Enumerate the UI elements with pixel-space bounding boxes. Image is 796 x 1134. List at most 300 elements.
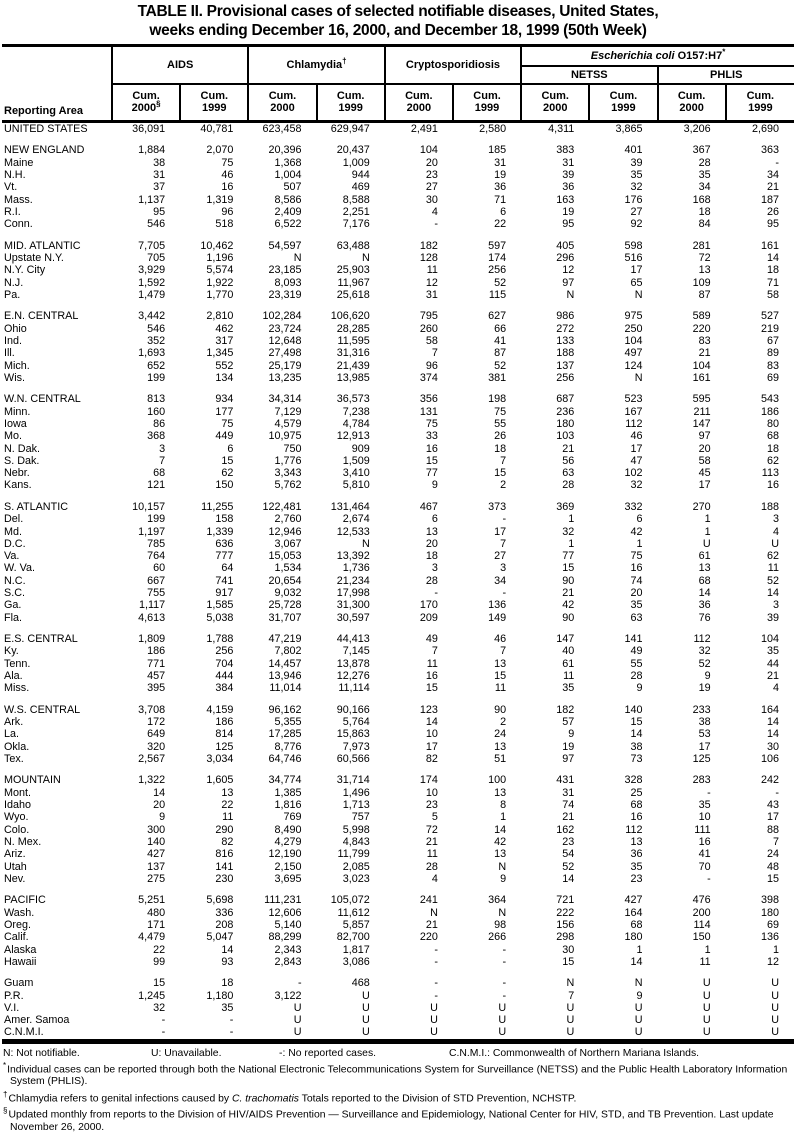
cell-value: -	[434, 955, 438, 968]
cell-value: 31	[494, 156, 507, 169]
cell-value: 182	[556, 703, 575, 716]
cell-value: 10,157	[132, 500, 166, 513]
cell-value: 2,150	[274, 860, 302, 873]
cell-value: 757	[351, 811, 370, 824]
cell-value: -	[502, 587, 507, 600]
cell-value: 90	[494, 703, 507, 716]
cell-value: 1,496	[342, 786, 370, 799]
cell-value: 54	[562, 848, 575, 861]
cell-value: N	[361, 537, 370, 550]
cell-value: 13	[494, 848, 507, 861]
cell-value: 373	[488, 500, 507, 513]
cell-value: 17,285	[268, 728, 302, 741]
cell-value: 68	[766, 430, 779, 443]
cell-value: -	[161, 1014, 166, 1027]
cell-value: 45	[698, 467, 711, 480]
cell-value: N	[293, 252, 302, 265]
table-row	[2, 704, 794, 716]
cell-value: 44,413	[336, 633, 370, 646]
cell-value: 401	[624, 144, 643, 157]
cell-value: 7	[500, 645, 507, 658]
cell-value: 161	[692, 371, 711, 384]
cell-value: 368	[147, 430, 166, 443]
cell-value: 275	[147, 872, 166, 885]
cell-value: 19	[698, 682, 711, 695]
cell-value: 5,764	[342, 716, 370, 729]
cell-value: 23,185	[268, 264, 302, 277]
cell-value: 6	[500, 205, 507, 218]
row-label: NEW ENGLAND	[4, 144, 85, 157]
cell-value: 77	[562, 550, 575, 563]
table-row	[2, 587, 794, 599]
cell-value: 95	[562, 218, 575, 231]
cell-value: 4	[772, 682, 779, 695]
cell-value: 7	[500, 454, 507, 467]
cell-value: 16	[221, 181, 234, 194]
cell-value: 25,728	[268, 599, 302, 612]
cell-value: 427	[624, 894, 643, 907]
table-row	[2, 919, 794, 931]
cell-value: 755	[147, 587, 166, 600]
cell-value: 2,567	[138, 752, 166, 765]
title-line2: weeks ending December 16, 2000, and December 18, 1999 (50th Week)	[149, 21, 647, 39]
cell-value: 14	[494, 823, 507, 836]
cell-value: 431	[556, 774, 575, 787]
cell-value: 11	[767, 562, 779, 575]
cell-value: 27	[494, 550, 507, 563]
table-row	[2, 323, 794, 335]
cell-value: U	[361, 1026, 370, 1039]
cell-value: 75	[221, 156, 234, 169]
cell-value: 3,206	[683, 123, 711, 135]
cell-value: 75	[425, 417, 438, 430]
cell-value: 1,809	[138, 633, 166, 646]
cell-value: 17	[766, 811, 779, 824]
row-label: Oreg.	[4, 918, 32, 931]
cell-value: 16	[425, 670, 438, 682]
title-line1: TABLE II. Provisional cases of selected notifiable diseases, United States,	[137, 3, 659, 20]
cell-value: 10	[698, 811, 711, 824]
cell-value: 182	[419, 239, 438, 252]
cell-value: 133	[556, 335, 575, 348]
cell-value: 68	[698, 574, 711, 587]
cell-value: 180	[556, 417, 575, 430]
cell-value: 9	[159, 811, 166, 824]
cell-value: 74	[562, 799, 575, 812]
column-group-cryptosporidiosis	[385, 46, 521, 85]
cell-value: 82,700	[336, 931, 370, 944]
cell-value: 164	[760, 703, 779, 716]
cell-value: 67	[766, 335, 779, 348]
cell-value: 38	[630, 740, 643, 753]
cell-value: 3,086	[342, 955, 370, 968]
row-label: Miss.	[4, 682, 30, 695]
cell-value: 543	[760, 393, 779, 406]
cell-value: 3	[431, 562, 438, 575]
column-group-aids	[112, 46, 248, 85]
cell-value: 944	[351, 169, 370, 182]
cell-value: 185	[488, 144, 507, 157]
cell-value: 1,592	[138, 276, 166, 289]
cell-value: 48	[766, 860, 779, 873]
cell-value: -	[434, 943, 438, 956]
cell-value: 23,724	[268, 322, 302, 335]
table-row	[2, 799, 794, 811]
table-row	[2, 1026, 794, 1041]
column-header-cum-2000: Cum. 2000§	[112, 84, 180, 122]
cell-value: 64	[221, 562, 234, 575]
section-gap	[2, 624, 794, 633]
cell-value: 104	[760, 633, 779, 646]
cell-value: 83	[698, 335, 711, 348]
row-label: Utah	[4, 860, 27, 873]
cell-value: 7,145	[342, 645, 370, 658]
table-row	[2, 848, 794, 860]
cell-value: 171	[147, 918, 166, 931]
cell-value: 7	[568, 989, 575, 1002]
cell-value: 96,162	[268, 703, 302, 716]
cell-value: 174	[488, 252, 507, 265]
cell-value: 795	[419, 310, 438, 323]
table-row	[2, 393, 794, 405]
cell-value: 15	[425, 454, 438, 467]
column-header-cum-2000: Cum. 2000	[385, 84, 453, 122]
cell-value: 11	[426, 848, 438, 861]
cell-value: 19	[494, 169, 507, 182]
row-label: UNITED STATES	[4, 123, 88, 135]
table-row	[2, 873, 794, 885]
cell-value: 150	[692, 931, 711, 944]
cell-value: 140	[147, 835, 166, 848]
cell-value: 90	[562, 574, 575, 587]
cell-value: 72	[698, 252, 711, 265]
cell-value: 131,464	[330, 500, 370, 513]
cell-value: 627	[488, 310, 507, 323]
table-row	[2, 990, 794, 1002]
table-row	[2, 406, 794, 418]
cell-value: 21	[425, 835, 438, 848]
cell-value: 233	[692, 703, 711, 716]
cell-value: 123	[419, 703, 438, 716]
cell-value: 219	[760, 322, 779, 335]
cell-value: 40,781	[200, 123, 234, 135]
cell-value: 598	[624, 239, 643, 252]
cell-value: 35	[698, 799, 711, 812]
table-row	[2, 550, 794, 562]
row-label: Amer. Samoa	[4, 1014, 70, 1027]
cell-value: 283	[692, 774, 711, 787]
cell-value: 32	[630, 479, 643, 492]
cell-value: 39	[562, 169, 575, 182]
table-row	[2, 1002, 794, 1014]
cell-value: 2,251	[342, 205, 370, 218]
cell-value: 58	[425, 335, 438, 348]
cell-value: 15,053	[268, 550, 302, 563]
cell-value: 3,442	[138, 310, 166, 323]
cell-value: 69	[766, 371, 779, 384]
cell-value: 11,014	[269, 682, 302, 695]
cell-value: 16	[766, 479, 779, 492]
cell-value: 163	[556, 193, 575, 206]
cell-value: 106	[760, 752, 779, 765]
cell-value: 272	[556, 322, 575, 335]
cell-value: 20	[153, 799, 166, 812]
cell-value: 88	[766, 823, 779, 836]
cell-value: 17,998	[336, 587, 370, 600]
cell-value: 975	[624, 310, 643, 323]
cell-value: 63	[562, 467, 575, 480]
table-row	[2, 977, 794, 989]
cell-value: 104	[624, 335, 643, 348]
cell-value: 31,316	[336, 347, 370, 360]
cell-value: 395	[147, 682, 166, 695]
section-gap	[2, 492, 794, 501]
cell-value: 11,255	[201, 500, 234, 513]
cell-value: 71	[766, 276, 779, 289]
cell-value: 49	[425, 633, 438, 646]
cell-value: 27	[630, 205, 643, 218]
cell-value: -	[775, 156, 779, 169]
cell-value: -	[502, 977, 507, 990]
cell-value: 16	[425, 442, 438, 455]
cell-value: N	[566, 977, 575, 990]
footnote-aids-text: Updated monthly from reports to the Division of HIV/AIDS Prevention — Surveillance and Epidemiology, National Center for HIV, STD, and TB Prevention. Last update November 26, 2000.	[8, 1109, 774, 1133]
section-gap	[2, 885, 794, 894]
cell-value: 3,122	[274, 989, 302, 1002]
cell-value: 5,140	[274, 918, 302, 931]
cell-value: 20	[425, 156, 438, 169]
cell-value: 62	[221, 467, 234, 480]
cell-value: 93	[221, 955, 234, 968]
table-row	[2, 169, 794, 181]
cell-value: 230	[215, 872, 234, 885]
row-label: Nebr.	[4, 467, 30, 480]
cell-value: 12,606	[268, 906, 302, 919]
table-row	[2, 824, 794, 836]
cell-value: 13	[494, 657, 507, 670]
cell-value: U	[771, 537, 779, 550]
cell-value: 8,586	[274, 193, 302, 206]
cell-value: 95	[766, 218, 779, 231]
row-label: Del.	[4, 513, 24, 526]
cell-value: 623,458	[262, 123, 302, 135]
row-label: W.N. CENTRAL	[4, 393, 81, 406]
cell-value: 208	[215, 918, 234, 931]
cell-value: 54,597	[268, 239, 302, 252]
row-label: Ga.	[4, 599, 22, 612]
cell-value: U	[361, 989, 370, 1002]
row-label: Md.	[4, 525, 22, 538]
cell-value: 28,285	[336, 322, 370, 335]
table-row	[2, 1014, 794, 1026]
cell-value: 88,299	[268, 931, 302, 944]
cell-value: 2	[500, 479, 507, 492]
cell-value: 5,047	[206, 931, 234, 944]
cell-value: 42	[494, 835, 507, 848]
cell-value: 13	[425, 525, 438, 538]
cell-value: 814	[215, 728, 234, 741]
table-row	[2, 144, 794, 156]
cell-value: 281	[692, 239, 711, 252]
cell-value: 256	[488, 264, 507, 277]
cell-value: 17	[494, 525, 507, 538]
cell-value: 46	[221, 169, 234, 182]
column-header-cum-2000: Cum. 2000	[658, 84, 726, 122]
row-label: Tex.	[4, 752, 24, 765]
footnotes-block	[3, 1048, 794, 1134]
cell-value: 24	[494, 728, 507, 741]
cell-value: 13	[698, 264, 711, 277]
cell-value: 917	[215, 587, 234, 600]
cell-value: 13	[494, 786, 507, 799]
cell-value: 180	[624, 931, 643, 944]
cell-value: 71	[494, 193, 507, 206]
cell-value: 158	[215, 513, 234, 526]
cell-value: 28	[425, 574, 438, 587]
cell-value: 13	[494, 740, 507, 753]
cell-value: 15	[494, 670, 507, 682]
row-label: Fla.	[4, 611, 22, 624]
cell-value: 25,903	[336, 264, 370, 277]
cell-value: 87	[698, 288, 711, 301]
section-gap	[2, 765, 794, 774]
cell-value: 270	[692, 500, 711, 513]
cell-value: 104	[419, 144, 438, 157]
cell-value: 102	[624, 467, 643, 480]
cell-value: 369	[556, 500, 575, 513]
cell-value: 14,457	[268, 657, 302, 670]
cell-value: N	[634, 977, 643, 990]
cell-value: 21	[698, 347, 711, 360]
cell-value: 149	[488, 611, 507, 624]
cell-value: 68	[153, 467, 166, 480]
cell-value: 4,784	[342, 417, 370, 430]
cell-value: 44	[766, 657, 779, 670]
cell-value: 35	[630, 169, 643, 182]
cell-value: 92	[630, 218, 643, 231]
cell-value: 1	[568, 513, 575, 526]
cell-value: 20,654	[268, 574, 302, 587]
notifiable-diseases-table	[2, 44, 794, 1044]
cell-value: 90,166	[336, 703, 370, 716]
cell-value: 1,339	[206, 525, 234, 538]
cell-value: 36	[494, 181, 507, 194]
cell-value: 1,816	[274, 799, 302, 812]
cell-value: 86	[153, 417, 166, 430]
cell-value: 74	[630, 574, 643, 587]
cell-value: 21	[766, 181, 779, 194]
cell-value: 188	[760, 500, 779, 513]
cell-value: 20	[425, 537, 438, 550]
cell-value: 8,776	[274, 740, 302, 753]
row-label: Ohio	[4, 322, 27, 335]
cell-value: 141	[624, 633, 643, 646]
table-row	[2, 347, 794, 359]
cell-value: 15	[562, 955, 575, 968]
cell-value: 687	[556, 393, 575, 406]
cell-value: 15	[766, 872, 779, 885]
cell-value: 52	[494, 359, 507, 372]
cell-value: 147	[692, 417, 711, 430]
cell-value: 1,196	[206, 252, 234, 265]
row-label: N.J.	[4, 276, 24, 289]
cell-value: 741	[215, 574, 234, 587]
cell-value: 3,023	[342, 872, 370, 885]
cell-value: 17	[698, 479, 711, 492]
legend-item: U: Unavailable.	[151, 1047, 222, 1059]
cell-value: 13,985	[336, 371, 370, 384]
cell-value: 769	[283, 811, 302, 824]
row-label: Conn.	[4, 218, 33, 231]
table-row	[2, 716, 794, 728]
cell-value: 15	[562, 562, 575, 575]
row-label: P.R.	[4, 989, 24, 1002]
cell-value: 16	[698, 835, 711, 848]
cell-value: 16	[630, 811, 643, 824]
cell-value: 186	[215, 716, 234, 729]
cell-value: 4,613	[138, 611, 166, 624]
cell-value: 256	[215, 645, 234, 658]
cell-value: N	[361, 252, 370, 265]
cell-value: 427	[147, 848, 166, 861]
table-row	[2, 194, 794, 206]
cell-value: 652	[147, 359, 166, 372]
table-row	[2, 645, 794, 657]
cell-value: U	[566, 1014, 575, 1027]
row-label: E.N. CENTRAL	[4, 310, 79, 323]
cell-value: U	[430, 1014, 438, 1027]
cell-value: 7,802	[274, 645, 302, 658]
cell-value: 174	[419, 774, 438, 787]
cell-value: 36,091	[132, 123, 166, 135]
row-label: Ind.	[4, 335, 23, 348]
cell-value: 629,947	[330, 123, 370, 135]
cell-value: 374	[419, 371, 438, 384]
cell-value: 14	[766, 252, 779, 265]
cell-value: -	[229, 1014, 234, 1027]
cell-value: 72	[425, 823, 438, 836]
cell-value: 3,410	[342, 467, 370, 480]
footnote-chlamydia-pre: Chlamydia refers to genital infections caused by	[8, 1092, 232, 1104]
cell-value: 112	[693, 633, 711, 646]
table-row	[2, 360, 794, 372]
cell-value: 9	[500, 872, 507, 885]
cell-value: 516	[624, 252, 643, 265]
cell-value: 4	[431, 872, 438, 885]
chlamydia-label: Chlamydia	[286, 59, 343, 71]
cell-value: 52	[766, 574, 779, 587]
cell-value: 4,311	[548, 123, 575, 135]
cell-value: 13,235	[268, 371, 302, 384]
cell-value: 785	[147, 537, 166, 550]
cell-value: 35	[766, 645, 779, 658]
cell-value: 14	[425, 716, 438, 729]
cell-value: 7	[159, 454, 166, 467]
cell-value: 36,573	[336, 393, 370, 406]
cell-value: 58	[766, 288, 779, 301]
cell-value: 13	[221, 786, 234, 799]
cell-value: 405	[556, 239, 575, 252]
cell-value: U	[634, 1001, 643, 1014]
cell-value: -	[502, 989, 507, 1002]
cryptosporidiosis-label: Cryptosporidiosis	[405, 59, 500, 71]
cell-value: 1	[636, 537, 643, 550]
cell-value: 162	[556, 823, 575, 836]
cell-value: 1,884	[138, 144, 166, 157]
cell-value: 457	[147, 670, 166, 682]
cell-value: 99	[153, 955, 166, 968]
cell-value: 97	[562, 752, 575, 765]
